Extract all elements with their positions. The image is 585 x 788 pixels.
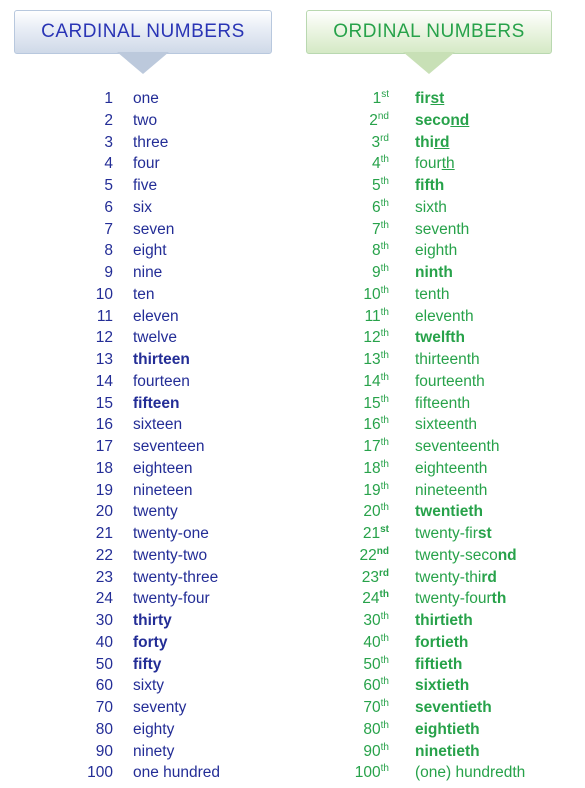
ordinal-word: [415, 675, 469, 697]
cardinal-number: 12: [95, 329, 113, 347]
cardinal-number: 90: [95, 742, 113, 760]
ordinal-word-part: fiftieth: [415, 655, 463, 673]
ordinal-number: [363, 327, 389, 349]
ordinal-word-part: fortieth: [415, 633, 469, 651]
cardinal-number: 3: [104, 133, 113, 151]
ordinal-word-part: thirteenth: [415, 351, 480, 368]
table-row: [0, 306, 585, 328]
cardinal-number: 4: [104, 155, 113, 173]
ordinal-word-part: thirtieth: [415, 612, 473, 629]
cardinal-word: twenty-one: [133, 525, 209, 542]
ordinal-number: [363, 480, 389, 502]
ordinal-number: [360, 545, 389, 567]
ordinal-number: [372, 153, 389, 175]
ordinal-number-value: 6: [372, 198, 381, 216]
ordinal-suffix: th: [380, 698, 389, 709]
ordinal-word: [415, 414, 477, 436]
table-row: [0, 262, 585, 284]
ordinal-number-value: 13: [363, 351, 381, 368]
ordinal-word-part: twelfth: [415, 329, 465, 347]
ordinal-numbers-header: [306, 10, 552, 76]
ordinal-suffix: st: [381, 89, 389, 100]
ordinal-number-value: 70: [363, 699, 381, 716]
cardinal-word: twenty: [133, 503, 178, 521]
ordinal-word-part: seventh: [415, 220, 470, 238]
ordinal-number-value: 1: [372, 90, 382, 107]
ordinal-header-arrow-icon: [403, 52, 455, 74]
cardinal-word: ten: [133, 285, 155, 303]
cardinal-number: 16: [95, 416, 113, 434]
ordinal-suffix: th: [380, 393, 389, 405]
table-row: [0, 654, 585, 676]
cardinal-number: 13: [95, 351, 113, 368]
table-row: [0, 132, 585, 154]
ordinal-suffix: th: [380, 719, 389, 731]
cardinal-word: forty: [133, 633, 168, 651]
ordinal-number-value: 23: [361, 568, 379, 586]
ordinal-word: [415, 327, 465, 349]
ordinal-number-value: 21: [362, 525, 381, 542]
cardinal-word: sixty: [133, 677, 164, 695]
ordinal-suffix: st: [380, 524, 389, 535]
ordinal-number-value: 15: [363, 394, 381, 412]
ordinal-word-part: seco: [415, 111, 451, 129]
ordinal-number-value: 11: [364, 307, 381, 325]
table-row: [0, 501, 585, 523]
ordinal-number: [363, 501, 389, 523]
table-row: [0, 175, 585, 197]
cardinal-header-arrow-icon: [117, 52, 169, 74]
cardinal-number: 40: [95, 633, 113, 651]
table-row: [0, 458, 585, 480]
cardinal-word: fourteen: [133, 372, 190, 390]
cardinal-word: nine: [133, 264, 163, 281]
ordinal-number: [373, 88, 389, 110]
ordinal-number: [363, 697, 389, 719]
ordinal-word: [415, 88, 444, 110]
ordinal-suffix: nd: [376, 545, 389, 557]
ordinal-word-part: fir: [415, 90, 431, 107]
ordinal-suffix: th: [380, 611, 389, 622]
ordinal-word: [415, 371, 485, 393]
ordinal-suffix: th: [380, 437, 389, 448]
ordinal-word-part: fifteenth: [415, 394, 471, 412]
ordinal-word-part: tenth: [415, 285, 450, 303]
cardinal-number: 17: [95, 438, 113, 455]
table-row: [0, 632, 585, 654]
cardinal-number: 80: [95, 720, 113, 738]
cardinal-number: 24: [95, 590, 113, 608]
ordinal-word: [415, 567, 497, 589]
cardinal-number: 22: [95, 546, 113, 564]
ordinal-word: [415, 110, 469, 132]
table-row: [0, 240, 585, 262]
ordinal-word: [415, 697, 492, 719]
cardinal-word: twenty-two: [133, 546, 208, 564]
cardinal-number: 9: [104, 264, 113, 281]
cardinal-word: five: [133, 177, 158, 194]
table-row: [0, 588, 585, 610]
cardinal-number: 15: [95, 394, 113, 412]
ordinal-header-label: ORDINAL NUMBERS: [306, 10, 552, 54]
ordinal-number: [363, 741, 389, 763]
ordinal-word-part: ninetieth: [415, 742, 480, 760]
numbers-table: [0, 88, 585, 784]
ordinal-word: [415, 306, 474, 328]
ordinal-word: [415, 349, 480, 371]
table-row: [0, 523, 585, 545]
cardinal-word: nineteen: [133, 481, 193, 499]
ordinal-number-value: 8: [372, 242, 381, 260]
ordinal-number-value: 60: [363, 677, 381, 695]
cardinal-word: eight: [133, 242, 167, 260]
ordinal-word: [415, 654, 462, 676]
ordinal-number: [363, 458, 389, 480]
cardinal-word: ninety: [133, 742, 175, 760]
table-row: [0, 197, 585, 219]
ordinal-number: [363, 284, 389, 306]
cardinal-word: fifty: [133, 655, 162, 673]
cardinal-word: twenty-three: [133, 568, 219, 586]
ordinal-word-part: eighth: [415, 242, 458, 260]
cardinal-number: 19: [95, 481, 113, 499]
ordinal-number: [363, 654, 389, 676]
cardinal-number: 6: [104, 198, 113, 216]
ordinal-suffix: th: [380, 219, 389, 231]
ordinal-word-part: sixteenth: [415, 416, 478, 434]
ordinal-word-part: sixth: [415, 198, 447, 216]
cardinal-number: 11: [96, 307, 113, 325]
ordinal-word-part: (one) hundredth: [415, 764, 526, 782]
cardinal-word: eighty: [133, 720, 175, 738]
ordinal-number-value: 80: [363, 720, 381, 738]
table-row: [0, 110, 585, 132]
cardinal-number: 14: [95, 372, 113, 390]
cardinal-number: 8: [104, 242, 113, 260]
ordinal-word-part: th: [491, 590, 507, 608]
ordinal-number: [363, 349, 389, 371]
ordinal-word-part: st: [477, 525, 492, 542]
table-row: [0, 436, 585, 458]
cardinal-number: 10: [95, 285, 113, 303]
ordinal-suffix: th: [380, 741, 389, 753]
cardinal-number: 60: [95, 677, 113, 695]
cardinal-word: twelve: [133, 329, 177, 347]
cardinal-word: twenty-four: [133, 590, 210, 608]
ordinal-suffix: th: [380, 676, 389, 688]
table-row: [0, 371, 585, 393]
cardinal-word: seventeen: [133, 438, 205, 455]
ordinal-number: [362, 567, 389, 589]
ordinal-number: [363, 436, 389, 458]
ordinal-word: [415, 610, 473, 632]
table-row: [0, 741, 585, 763]
ordinal-number: [363, 719, 389, 741]
cardinal-word: six: [133, 198, 152, 216]
table-row: [0, 153, 585, 175]
ordinal-suffix: th: [380, 480, 389, 492]
ordinal-number-value: 24: [362, 590, 380, 608]
ordinal-word: [415, 436, 499, 458]
cardinal-word: eighteen: [133, 459, 193, 477]
ordinal-word: [415, 219, 469, 241]
cardinal-number: 23: [95, 568, 113, 586]
table-row: [0, 762, 585, 784]
ordinal-word-part: twentieth: [415, 503, 484, 521]
ordinal-word: [415, 132, 449, 154]
ordinal-suffix: th: [380, 306, 389, 318]
cardinal-number: 30: [95, 612, 113, 629]
cardinal-word: seven: [133, 220, 175, 238]
cardinal-word: seventy: [133, 699, 187, 716]
ordinal-number-value: 22: [359, 546, 377, 564]
ordinal-suffix: th: [380, 502, 389, 514]
table-row: [0, 697, 585, 719]
ordinal-number: [372, 197, 389, 219]
cardinal-number: 20: [95, 503, 113, 521]
ordinal-number: [372, 175, 389, 197]
ordinal-word: [415, 458, 487, 480]
ordinal-number-value: 9: [372, 264, 381, 281]
cardinal-number: 70: [95, 699, 113, 716]
cardinal-number: 5: [104, 177, 113, 194]
cardinal-number: 50: [95, 655, 113, 673]
ordinal-number-value: 2: [369, 111, 378, 129]
ordinal-word-part: st: [430, 90, 445, 107]
ordinal-suffix: rd: [379, 567, 389, 579]
ordinal-suffix: rd: [380, 132, 389, 144]
ordinal-word: [415, 545, 517, 567]
ordinal-suffix: nd: [377, 110, 389, 122]
ordinal-number: [372, 240, 389, 262]
ordinal-word: [415, 588, 506, 610]
ordinal-number-value: 100: [354, 764, 381, 782]
cardinal-word: eleven: [133, 307, 179, 325]
ordinal-number-value: 12: [363, 329, 381, 347]
ordinal-number-value: 17: [363, 438, 381, 455]
ordinal-word-part: eighteenth: [415, 459, 488, 477]
ordinal-suffix: th: [380, 350, 389, 361]
ordinal-suffix: th: [380, 154, 389, 166]
cardinal-word: thirty: [133, 612, 172, 629]
ordinal-word-part: th: [441, 155, 455, 173]
ordinal-word-part: fourteenth: [415, 372, 485, 390]
cardinal-word: three: [133, 133, 169, 151]
ordinal-word-part: thi: [415, 133, 434, 151]
table-row: [0, 284, 585, 306]
ordinal-word: [415, 197, 447, 219]
table-row: [0, 219, 585, 241]
ordinal-word-part: sixtieth: [415, 677, 470, 695]
cardinal-word: four: [133, 155, 160, 173]
ordinal-word-part: seventieth: [415, 699, 492, 716]
ordinal-word-part: twenty-four: [415, 590, 492, 608]
ordinal-word: [415, 284, 449, 306]
ordinal-suffix: th: [380, 763, 389, 775]
ordinal-number-value: 10: [363, 285, 381, 303]
table-row: [0, 88, 585, 110]
table-row: [0, 719, 585, 741]
ordinal-suffix: th: [380, 284, 389, 296]
ordinal-word-part: rd: [433, 133, 450, 151]
cardinal-word: sixteen: [133, 416, 183, 434]
cardinal-word: two: [133, 111, 158, 129]
ordinal-number-value: 19: [363, 481, 381, 499]
ordinal-word-part: eightieth: [415, 720, 480, 738]
ordinal-word: [415, 632, 468, 654]
cardinal-number: 1: [104, 90, 113, 107]
ordinal-number-value: 5: [372, 177, 381, 194]
ordinal-suffix: th: [380, 654, 389, 666]
ordinal-suffix: th: [380, 371, 389, 383]
ordinal-word-part: twenty-seco: [415, 546, 498, 564]
ordinal-number: [372, 262, 389, 284]
ordinal-number-value: 3: [371, 133, 381, 151]
ordinal-word-part: nineteenth: [415, 481, 488, 499]
ordinal-number: [363, 393, 389, 415]
ordinal-number: [355, 762, 389, 784]
ordinal-number: [369, 110, 389, 132]
ordinal-word: [415, 153, 455, 175]
ordinal-word-part: eleventh: [415, 307, 474, 325]
cardinal-header-label: CARDINAL NUMBERS: [14, 10, 272, 54]
ordinal-number-value: 7: [372, 220, 381, 238]
ordinal-number-value: 14: [363, 372, 381, 390]
ordinal-suffix: th: [380, 632, 389, 644]
ordinal-number-value: 90: [363, 742, 381, 760]
ordinal-suffix: th: [380, 458, 389, 470]
cardinal-word: one hundred: [133, 764, 221, 782]
ordinal-word: [415, 480, 487, 502]
table-row: [0, 393, 585, 415]
ordinal-suffix: th: [380, 328, 389, 340]
ordinal-suffix: th: [380, 176, 389, 187]
ordinal-word-part: nd: [497, 546, 517, 564]
ordinal-suffix: th: [380, 415, 389, 427]
cardinal-word: fifteen: [133, 394, 180, 412]
cardinal-word: thirteen: [133, 351, 190, 368]
ordinal-number: [363, 632, 389, 654]
ordinal-number-value: 30: [363, 612, 381, 629]
ordinal-number: [363, 610, 389, 632]
cardinal-word: one: [133, 90, 159, 107]
ordinal-word: [415, 501, 483, 523]
ordinal-word: [415, 240, 457, 262]
cardinal-number: 100: [87, 764, 113, 782]
ordinal-number: [365, 306, 389, 328]
ordinal-word-part: rd: [481, 568, 497, 586]
ordinal-word: [415, 175, 444, 197]
table-row: [0, 610, 585, 632]
table-row: [0, 480, 585, 502]
ordinal-number-value: 40: [363, 633, 381, 651]
cardinal-number: 21: [95, 525, 113, 542]
cardinal-numbers-header: [14, 10, 272, 76]
ordinal-number: [363, 414, 389, 436]
ordinal-number: [372, 219, 389, 241]
table-row: [0, 545, 585, 567]
table-row: [0, 414, 585, 436]
ordinal-number-value: 18: [363, 459, 381, 477]
ordinal-number-value: 50: [363, 655, 381, 673]
ordinal-number-value: 4: [372, 155, 381, 173]
ordinal-word: [415, 523, 492, 545]
ordinal-suffix: th: [380, 263, 389, 274]
ordinal-word: [415, 719, 480, 741]
ordinal-word-part: twenty-fir: [415, 525, 478, 542]
ordinal-number: [362, 588, 389, 610]
ordinal-suffix: th: [380, 197, 389, 209]
table-row: [0, 675, 585, 697]
ordinal-word: [415, 741, 480, 763]
ordinal-number-value: 16: [363, 416, 381, 434]
ordinal-suffix: th: [379, 589, 389, 601]
ordinal-number: [363, 371, 389, 393]
ordinal-number: [371, 132, 389, 154]
table-row: [0, 327, 585, 349]
cardinal-number: 7: [104, 220, 113, 238]
ordinal-word-part: four: [415, 155, 442, 173]
ordinal-number-value: 20: [363, 503, 381, 521]
ordinal-word: [415, 393, 470, 415]
cardinal-number: 18: [95, 459, 113, 477]
ordinal-suffix: th: [380, 241, 389, 253]
cardinal-number: 2: [104, 111, 113, 129]
ordinal-word: [415, 762, 525, 784]
ordinal-word-part: twenty-thi: [415, 568, 482, 586]
ordinal-number: [363, 675, 389, 697]
ordinal-word: [415, 262, 453, 284]
ordinal-word-part: nd: [450, 111, 470, 129]
ordinal-word-part: fifth: [415, 177, 445, 194]
ordinal-number: [363, 523, 389, 545]
ordinal-word-part: ninth: [415, 264, 453, 281]
ordinal-word-part: seventeenth: [415, 438, 500, 455]
table-row: [0, 349, 585, 371]
table-row: [0, 567, 585, 589]
